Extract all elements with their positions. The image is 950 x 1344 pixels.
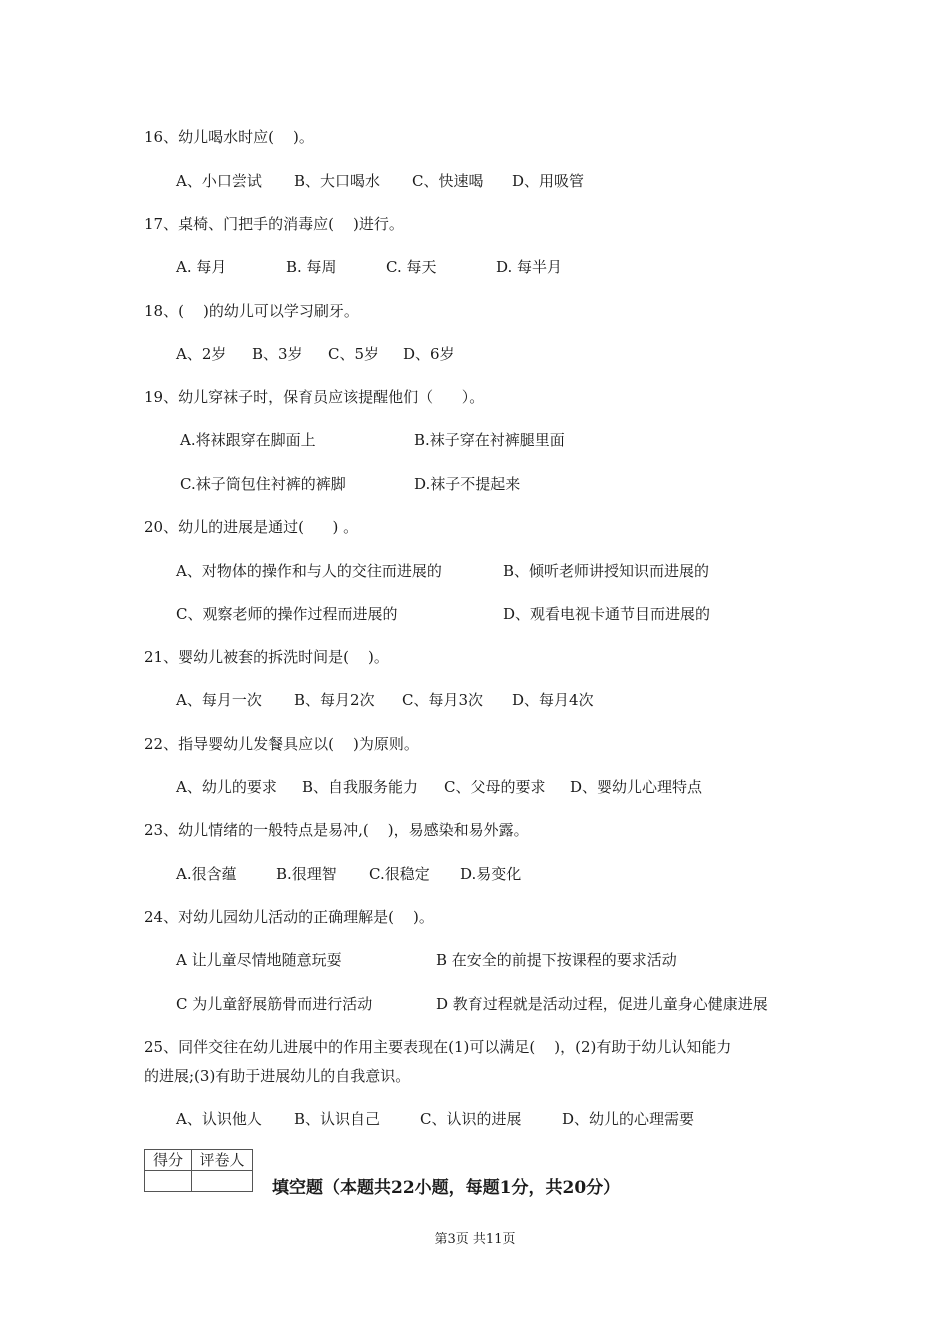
question-25: 25、同伴交往在幼儿进展中的作用主要表现在(1)可以满足( )，(2)有助于幼儿认知能力 <box>144 1038 732 1056</box>
option-a: A、小口尝试 <box>176 172 262 190</box>
question-25-options <box>176 1109 776 1129</box>
option-c: C.袜子筒包住衬裤的裤脚 <box>180 475 346 493</box>
option-c: C. 每天 <box>386 258 437 276</box>
question-20-options-row1 <box>176 561 776 581</box>
option-d: D、每月4次 <box>512 691 594 709</box>
option-d: D. 每半月 <box>496 258 563 276</box>
question-24: 24、对幼儿园幼儿活动的正确理解是( )。 <box>144 908 434 926</box>
question-17-options <box>176 257 676 277</box>
option-d: D.袜子不提起来 <box>414 475 521 493</box>
section-title: 填空题（本题共22小题，每题1分，共20分） <box>272 1178 621 1198</box>
score-label: 得分 <box>145 1150 192 1171</box>
option-b: B、倾听老师讲授知识而进展的 <box>503 562 710 580</box>
question-19: 19、幼儿穿袜子时，保育员应该提醒他们（ ）。 <box>144 388 485 406</box>
question-25-continued: 的进展;(3)有助于进展幼儿的自我意识。 <box>144 1067 411 1085</box>
option-b: B. 每周 <box>286 258 337 276</box>
option-a: A、对物体的操作和与人的交往而进展的 <box>176 562 442 580</box>
question-19-options-row1 <box>176 430 676 450</box>
question-18-options <box>176 344 676 364</box>
score-cell[interactable] <box>145 1171 192 1192</box>
question-22-options <box>176 777 776 797</box>
option-b: B、大口喝水 <box>294 172 381 190</box>
question-21-options <box>176 690 676 710</box>
option-c: C、每月3次 <box>402 691 484 709</box>
option-b: B.很理智 <box>276 865 337 883</box>
option-d: D、观看电视卡通节目而进展的 <box>503 605 711 623</box>
question-24-options-row2 <box>176 994 816 1014</box>
question-17: 17、桌椅、门把手的消毒应( )进行。 <box>144 215 404 233</box>
option-c: C.很稳定 <box>369 865 430 883</box>
question-24-options-row1 <box>176 950 816 970</box>
option-b: B、认识自己 <box>294 1110 381 1128</box>
option-c: C、父母的要求 <box>444 778 546 796</box>
option-d: D、幼儿的心理需要 <box>562 1110 695 1128</box>
option-d: D.易变化 <box>460 865 522 883</box>
option-a: A.很含蕴 <box>176 865 237 883</box>
question-16-options <box>176 171 676 191</box>
option-a: A. 每月 <box>176 258 227 276</box>
grader-label: 评卷人 <box>192 1150 253 1171</box>
option-b: B、自我服务能力 <box>302 778 419 796</box>
option-a: A、2岁 <box>176 345 227 363</box>
option-b: B、3岁 <box>252 345 303 363</box>
question-21: 21、婴幼儿被套的拆洗时间是( )。 <box>144 648 389 666</box>
option-a: A、认识他人 <box>176 1110 262 1128</box>
page-footer: 第3页 共11页 <box>434 1232 516 1247</box>
option-d: D、6岁 <box>403 345 455 363</box>
question-23-options <box>176 864 676 884</box>
option-c: C、观察老师的操作过程而进展的 <box>176 605 398 623</box>
option-a: A、每月一次 <box>176 691 262 709</box>
question-20: 20、幼儿的进展是通过( ) 。 <box>144 518 359 536</box>
score-box <box>144 1149 253 1192</box>
option-a: A、幼儿的要求 <box>176 778 277 796</box>
option-b: B、每月2次 <box>294 691 375 709</box>
question-23: 23、幼儿情绪的一般特点是易冲,( )，易感染和易外露。 <box>144 821 529 839</box>
option-c: C 为儿童舒展筋骨而进行活动 <box>176 995 373 1013</box>
question-19-options-row2 <box>176 474 676 494</box>
option-d: D、婴幼儿心理特点 <box>570 778 703 796</box>
option-c: C、认识的进展 <box>420 1110 522 1128</box>
option-b: B.袜子穿在衬裤腿里面 <box>414 431 565 449</box>
grader-cell[interactable] <box>192 1171 253 1192</box>
option-b: B 在安全的前提下按课程的要求活动 <box>436 951 677 969</box>
question-16: 16、幼儿喝水时应( )。 <box>144 128 314 146</box>
question-18: 18、( )的幼儿可以学习刷牙。 <box>144 302 359 320</box>
option-d: D、用吸管 <box>512 172 585 190</box>
option-a: A.将袜跟穿在脚面上 <box>180 431 316 449</box>
option-c: C、5岁 <box>328 345 380 363</box>
option-c: C、快速喝 <box>412 172 484 190</box>
question-22: 22、指导婴幼儿发餐具应以( )为原则。 <box>144 735 419 753</box>
option-d: D 教育过程就是活动过程，促进儿童身心健康进展 <box>436 995 768 1013</box>
question-20-options-row2 <box>176 604 776 624</box>
option-a: A 让儿童尽情地随意玩耍 <box>176 951 342 969</box>
